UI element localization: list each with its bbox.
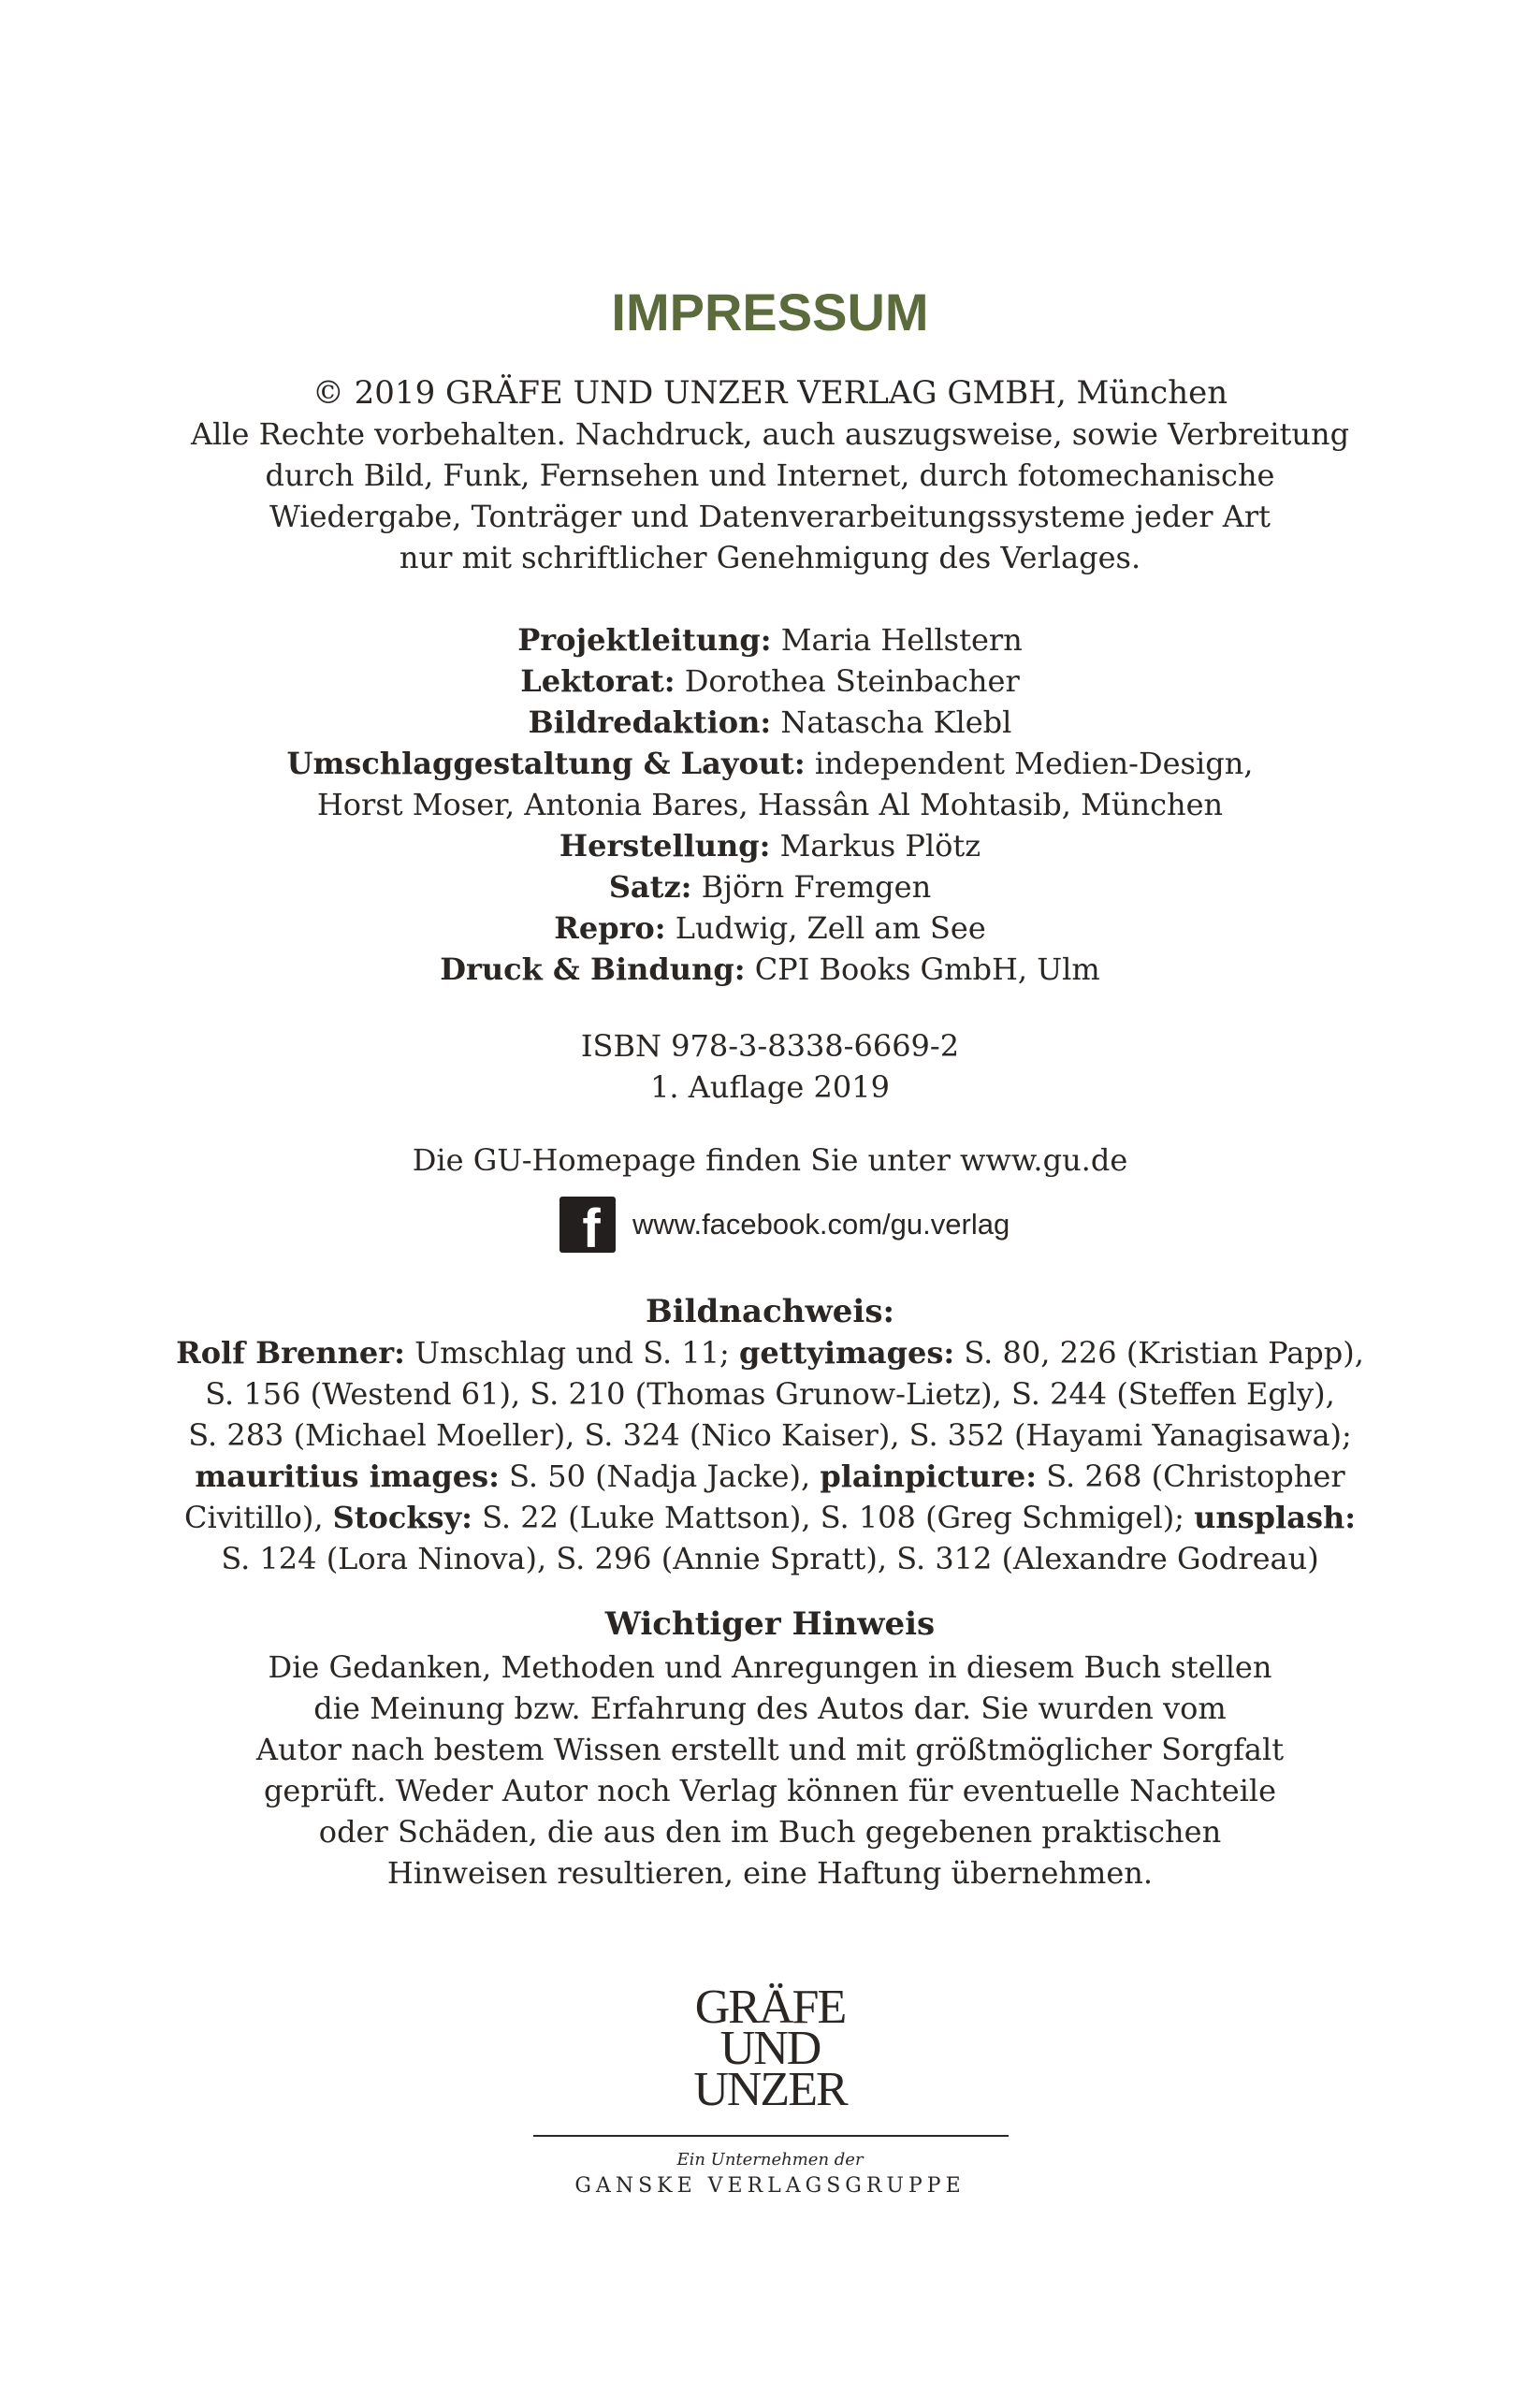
hinweis-line: Die Gedanken, Methoden und Anregungen in diesem Buch stellen [268, 1649, 1272, 1685]
credit-label: Druck & Bindung: [440, 951, 746, 987]
credit-label: Umschlaggestaltung & Layout: [286, 746, 806, 781]
logo-word: GRÄFE [694, 1981, 846, 2034]
credit-value: Björn Fremgen [691, 869, 932, 905]
credit-value: CPI Books GmbH, Ulm [745, 951, 1100, 987]
credit-repro [0, 907, 1540, 949]
copyright-line: Alle Rechte vorbehalten. Nachdruck, auch auszugsweise, sowie Verbreitung [190, 416, 1350, 452]
credit-satz [0, 866, 1540, 907]
copyright-block [0, 372, 1540, 578]
bildnachweis-line: mauritius images: S. 50 (Nadja Jacke), plainpicture: S. 268 (Christopher [195, 1459, 1345, 1494]
homepage-text: Die GU-Homepage finden Sie unter www.gu.de [412, 1142, 1128, 1178]
credit-bildredaktion [0, 702, 1540, 743]
credit-label: Herstellung: [559, 828, 771, 864]
credit-label: Projektleitung: [517, 622, 772, 658]
bildnachweis-line: Civitillo), Stocksy: S. 22 (Luke Mattson), S. 108 (Greg Schmigel); unsplash: [183, 1500, 1357, 1535]
bildnachweis-heading: Bildnachweis: [645, 1293, 895, 1330]
edition: 1. Auflage 2019 [650, 1069, 890, 1105]
credit-label: Repro: [554, 910, 666, 946]
credits-block [0, 619, 1540, 990]
credit-umschlag [0, 743, 1540, 784]
credit-value: Maria Hellstern [771, 622, 1023, 658]
hinweis-line: oder Schäden, die aus den im Buch gegebenen praktischen [318, 1814, 1222, 1850]
isbn-block [0, 1025, 1540, 1108]
bildnachweis-line: Rolf Brenner: Umschlag und S. 11; gettyimages: S. 80, 226 (Kristian Papp), [176, 1335, 1364, 1371]
copyright-line: Wiedergabe, Tonträger und Datenverarbeitungssysteme jeder Art [269, 499, 1271, 534]
logo-group: GANSKE VERLAGSGRUPPE [574, 2174, 966, 2198]
hinweis-line: die Meinung bzw. Erfahrung des Autos dar. Sie wurden vom [313, 1691, 1227, 1726]
credit-value: Natascha Klebl [771, 704, 1012, 740]
copyright-heading: © 2019 GRÄFE UND UNZER VERLAG GMBH, München [312, 374, 1228, 412]
hinweis-body [0, 1647, 1540, 1894]
hinweis-line: Hinweisen resultieren, eine Haftung übernehmen. [386, 1855, 1154, 1891]
hinweis-line: Autor nach bestem Wissen erstellt und mit größtmöglicher Sorgfalt [255, 1732, 1285, 1767]
bildnachweis-line: S. 124 (Lora Ninova), S. 296 (Annie Spratt), S. 312 (Alexandre Godreau) [221, 1541, 1319, 1576]
bildnachweis-line: S. 156 (Westend 61), S. 210 (Thomas Grunow-Lietz), S. 244 (Steffen Egly), [205, 1376, 1335, 1412]
credit-label: Bildredaktion: [528, 704, 772, 740]
credit-value: independent Medien-Design, [805, 746, 1254, 781]
logo-word: UNZER [693, 2063, 847, 2116]
credit-druck [0, 949, 1540, 990]
homepage-line [0, 1139, 1540, 1181]
facebook-link [559, 1196, 1010, 1259]
page-title: IMPRESSUM [611, 283, 929, 341]
credit-value: Ludwig, Zell am See [665, 910, 986, 946]
facebook-url: www.facebook.com/gu.verlag [632, 1208, 1010, 1241]
hinweis-heading: Wichtiger Hinweis [604, 1605, 936, 1643]
credit-label: Lektorat: [520, 663, 676, 699]
facebook-icon: f [559, 1197, 616, 1253]
publisher-logo [0, 1981, 1540, 2116]
hinweis-line: geprüft. Weder Autor noch Verlag können für eventuelle Nachteile [263, 1773, 1277, 1808]
logo-subtitle: Ein Unternehmen der [676, 2150, 864, 2170]
credit-lektorat [0, 660, 1540, 702]
logo-divider [533, 2135, 1009, 2137]
credit-value: Dorothea Steinbacher [675, 663, 1020, 699]
bildnachweis-line: S. 283 (Michael Moeller), S. 324 (Nico Kaiser), S. 352 (Hayami Yanagisawa); [188, 1417, 1352, 1453]
logo-word: UND [719, 2022, 821, 2075]
bildnachweis-body [0, 1332, 1540, 1579]
copyright-line: durch Bild, Funk, Fernsehen und Internet, durch fotomechanische [265, 457, 1275, 493]
credit-label: Satz: [608, 869, 692, 905]
credit-umschlag-continuation: Horst Moser, Antonia Bares, Hassân Al Mohtasib, München [316, 787, 1224, 822]
credit-projektleitung [0, 619, 1540, 660]
isbn: ISBN 978-3-8338-6669-2 [580, 1028, 960, 1064]
credit-herstellung [0, 825, 1540, 866]
credit-value: Markus Plötz [770, 828, 981, 864]
copyright-line: nur mit schriftlicher Genehmigung des Verlages. [399, 540, 1141, 575]
